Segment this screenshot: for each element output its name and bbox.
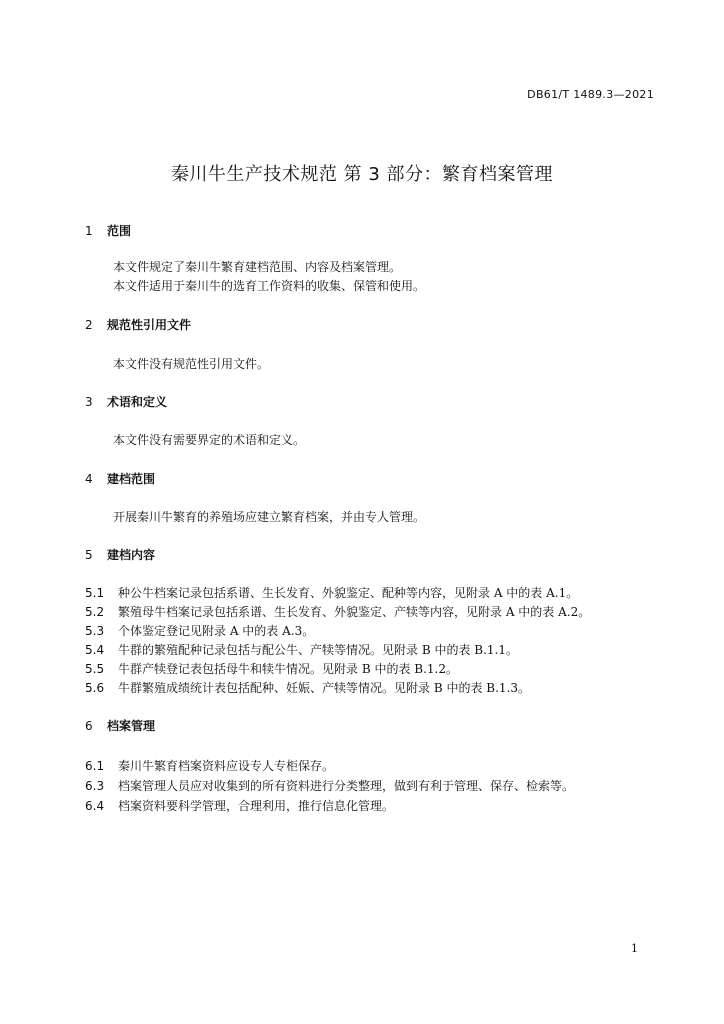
list-item (85, 622, 314, 639)
item-text: 繁殖母牛档案记录包括系谱、生长发育、外貌鉴定、产犊等内容，见附录 A 中的表 A.2。 (118, 605, 591, 619)
list-item (85, 641, 518, 658)
section-title: 建档范围 (107, 472, 156, 486)
section-number: 5 (85, 548, 93, 562)
paragraph: 本文件规定了秦川牛繁育建档范围、内容及档案管理。 (113, 260, 402, 274)
list-item (85, 679, 530, 696)
item-text: 个体鉴定登记见附录 A 中的表 A.3。 (118, 624, 315, 638)
section-number: 4 (85, 472, 93, 486)
section-heading-4 (85, 470, 155, 487)
item-text: 档案资料要科学管理，合理利用，推行信息化管理。 (118, 799, 395, 813)
item-number: 5.4 (85, 643, 105, 657)
list-item (85, 603, 590, 620)
section-number: 6 (85, 719, 93, 733)
list-item (85, 584, 578, 601)
page-title: 秦川牛生产技术规范 第 3 部分：繁育档案管理 (170, 164, 554, 185)
item-number: 5.5 (85, 662, 105, 676)
item-text: 牛群的繁殖配种记录包括与配公牛、产犊等情况。见附录 B 中的表 B.1.1。 (118, 643, 518, 657)
list-item (85, 660, 458, 677)
paragraph: 本文件适用于秦川牛的选育工作资料的收集、保管和使用。 (113, 279, 426, 293)
list-item (85, 797, 394, 814)
item-number: 5.2 (85, 605, 105, 619)
item-number: 6.1 (85, 759, 105, 773)
section-title: 规范性引用文件 (107, 318, 192, 332)
section-heading-6 (85, 717, 155, 734)
list-item (85, 757, 334, 774)
item-number: 5.1 (85, 586, 105, 600)
paragraph: 本文件没有需要界定的术语和定义。 (113, 433, 306, 447)
section-heading-3 (85, 393, 167, 410)
item-text: 种公牛档案记录包括系谱、生长发育、外貌鉴定、配种等内容，见附录 A 中的表 A.1。 (118, 586, 579, 600)
section-title: 档案管理 (107, 719, 156, 733)
document-number: DB61/T 1489.3—2021 (527, 88, 654, 101)
item-text: 档案管理人员应对收集到的所有资料进行分类整理，做到有利于管理、保存、检索等。 (118, 779, 575, 793)
section-title: 范围 (107, 224, 132, 238)
section-title: 建档内容 (107, 548, 156, 562)
paragraph: 开展秦川牛繁育的养殖场应建立繁育档案，并由专人管理。 (113, 510, 426, 524)
section-heading-5 (85, 546, 155, 563)
paragraph: 本文件没有规范性引用文件。 (113, 357, 270, 371)
section-heading-1 (85, 222, 131, 239)
section-number: 3 (85, 395, 93, 409)
item-number: 5.6 (85, 681, 105, 695)
item-number: 6.4 (85, 799, 105, 813)
item-text: 牛群产犊登记表包括母牛和犊牛情况。见附录 B 中的表 B.1.2。 (118, 662, 458, 676)
section-number: 2 (85, 318, 93, 332)
page-number: 1 (631, 942, 638, 955)
item-text: 牛群繁殖成绩统计表包括配种、妊娠、产犊等情况。见附录 B 中的表 B.1.3。 (118, 681, 530, 695)
section-number: 1 (85, 224, 93, 238)
section-heading-2 (85, 316, 191, 333)
section-title: 术语和定义 (107, 395, 168, 409)
item-number: 5.3 (85, 624, 105, 638)
list-item (85, 777, 574, 794)
item-number: 6.3 (85, 779, 105, 793)
item-text: 秦川牛繁育档案资料应设专人专柜保存。 (118, 759, 335, 773)
